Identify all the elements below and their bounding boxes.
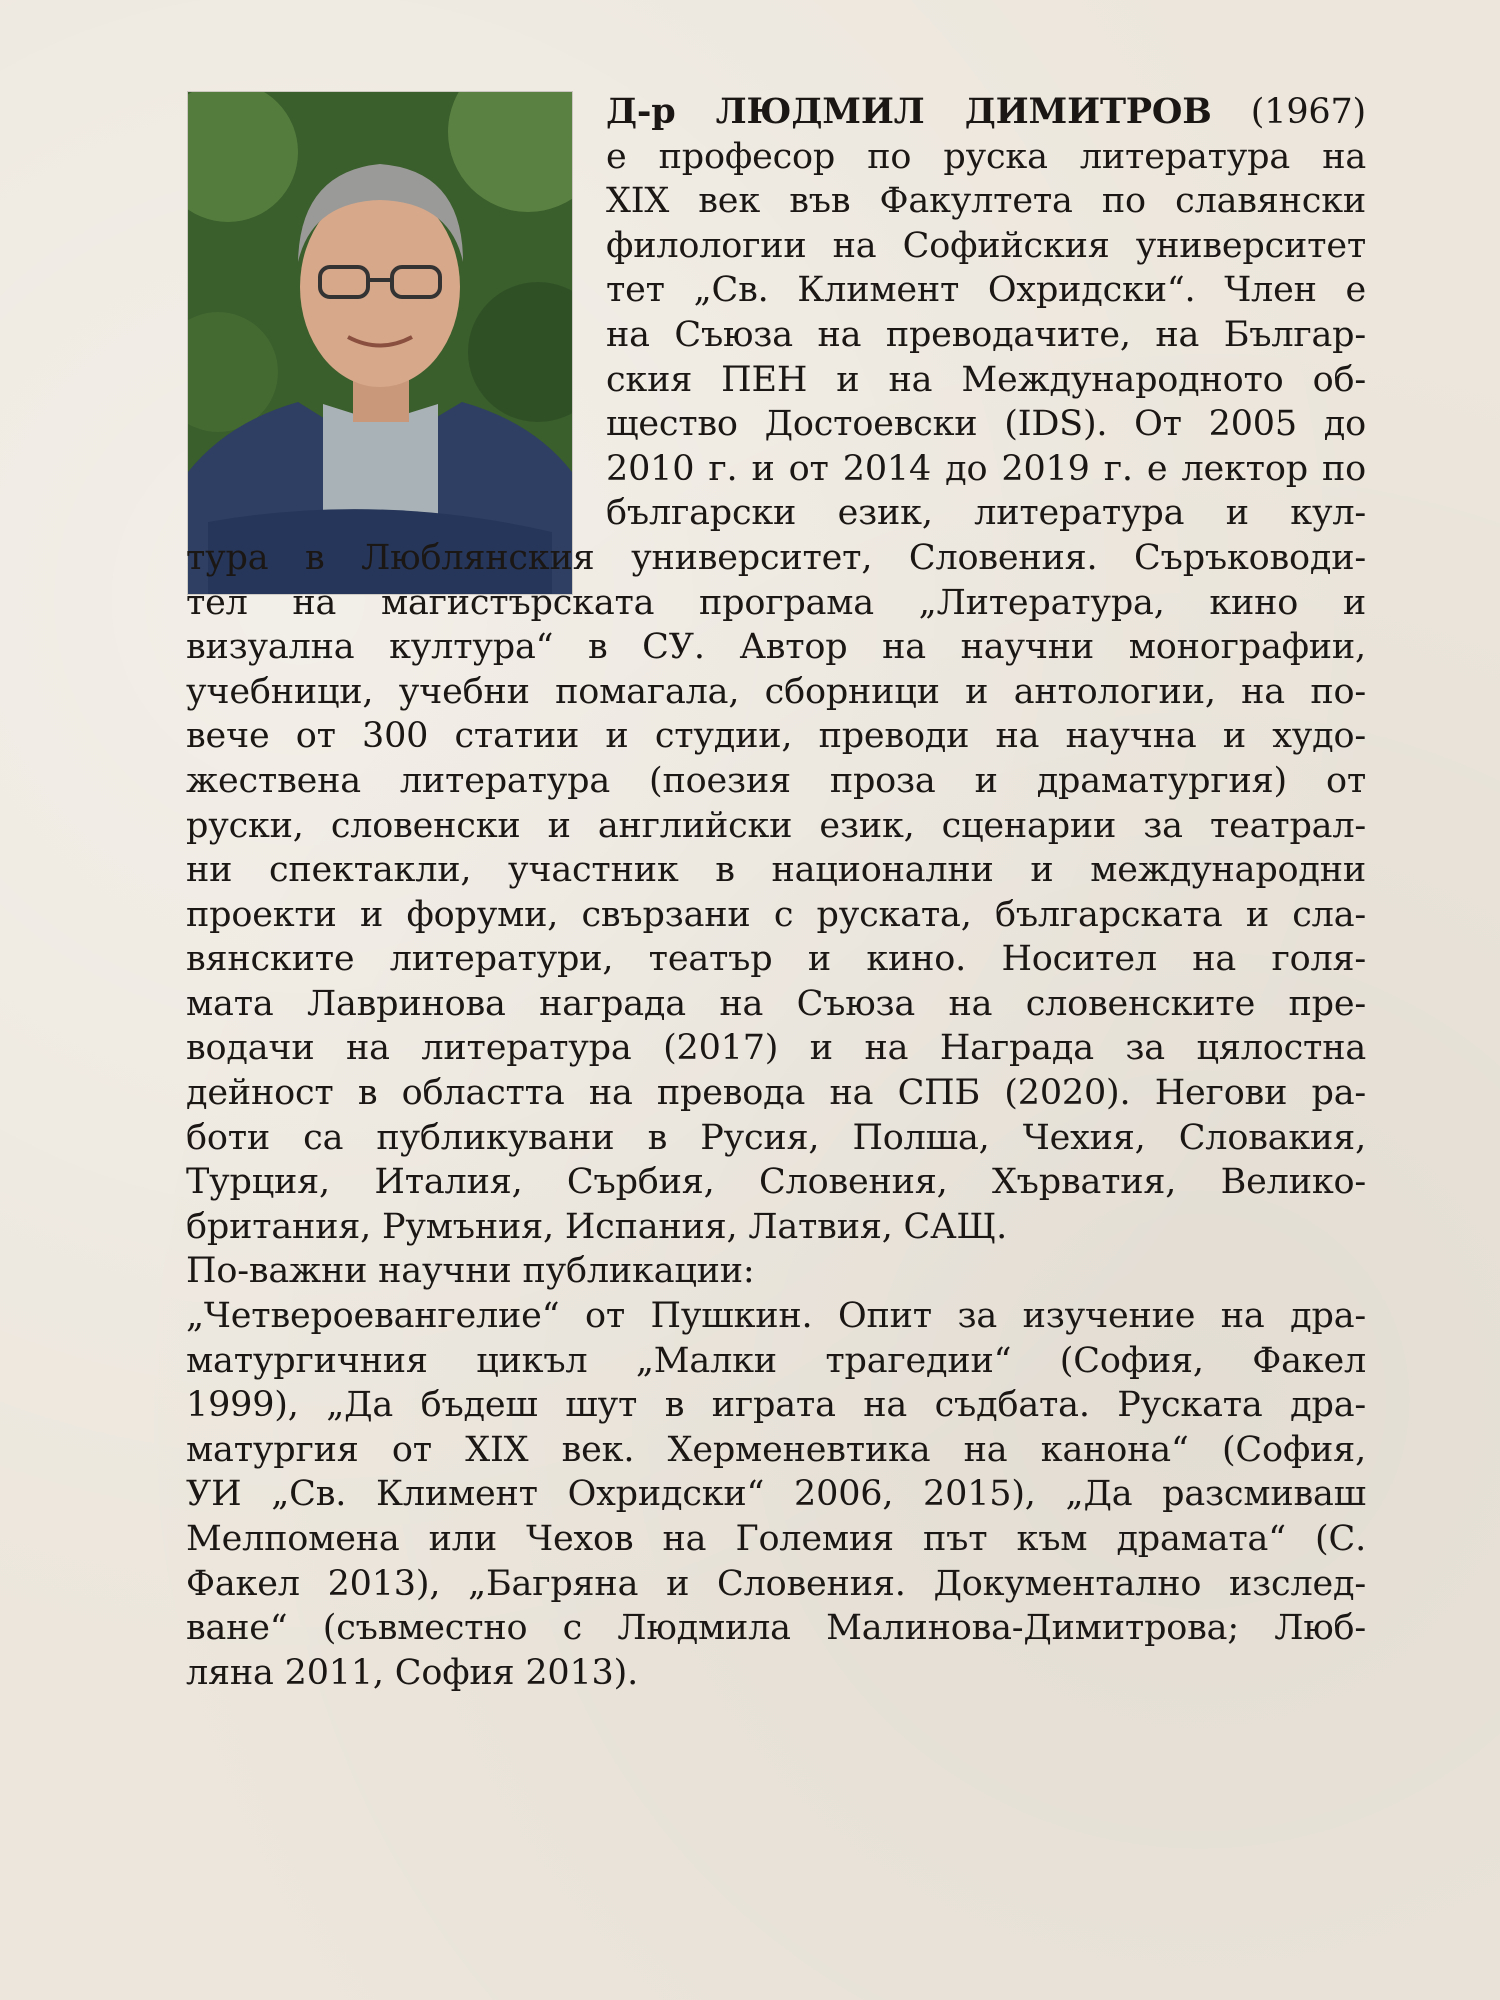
bio-line: проекти и форуми, свързани с руската, българската и сла- (186, 894, 1366, 935)
bio-line: 2010 г. и от 2014 до 2019 г. е лектор по (606, 448, 1366, 489)
author-year: (1967) (1250, 92, 1366, 132)
bio-line: водачи на литература (2017) и на Награда за цялостна (186, 1028, 1366, 1069)
bio-line: дейност в областта на превода на СПБ (2020). Негови ра- (186, 1073, 1366, 1114)
author-name: Д-р ЛЮДМИЛ ДИМИТРОВ (606, 91, 1212, 132)
author-heading (606, 90, 1366, 135)
bio-line: тел на магистърската програма „Литература, кино и (186, 582, 1366, 623)
bio-line: тет „Св. Климент Охридски“. Член е (606, 270, 1366, 311)
bio-line: мата Лавринова награда на Съюза на словенските пре- (186, 983, 1366, 1024)
publication-line: УИ „Св. Климент Охридски“ 2006, 2015), „Да разсмиваш (186, 1474, 1366, 1515)
bio-line: Турция, Италия, Сърбия, Словения, Хърватия, Велико- (186, 1162, 1366, 1203)
bio-line: тура в Люблянския университет, Словения. Съръководи- (186, 537, 1366, 578)
publication-line: „Четвероевангелие“ от Пушкин. Опит за изучение на дра- (186, 1296, 1366, 1337)
bio-line: ския ПЕН и на Международното об- (606, 359, 1366, 400)
publication-line: 1999), „Да бъдеш шут в играта на съдбата. Руската дра- (186, 1385, 1366, 1426)
bio-line: боти са публикувани в Русия, Полша, Чехия, Словакия, (186, 1117, 1366, 1158)
publication-line: матургия от XIX век. Херменевтика на канона“ (София, (186, 1429, 1366, 1470)
bio-line: щество Достоевски (IDS). От 2005 до (606, 404, 1366, 445)
bio-line: XIX век във Факултета по славянски (606, 181, 1366, 222)
bio-line: вече от 300 статии и студии, преводи на научна и худо- (186, 716, 1366, 757)
publication-line: ване“ (съвместно с Людмила Малинова-Димитрова; Люб- (186, 1608, 1366, 1649)
bio-line: български език, литература и кул- (606, 493, 1366, 534)
bio-line: филологии на Софийския университет (606, 225, 1366, 266)
publication-line: Факел 2013), „Багряна и Словения. Документално изслед- (186, 1563, 1366, 1604)
bio-line: ни спектакли, участник в национални и международни (186, 850, 1366, 891)
publication-line: ляна 2011, София 2013). (186, 1652, 638, 1693)
bio-line: е професор по руска литература на (606, 136, 1366, 177)
bio-line: на Съюза на преводачите, на Българ- (606, 314, 1366, 355)
publication-line: Мелпомена или Чехов на Големия път към драмата“ (С. (186, 1519, 1366, 1559)
bio-line: визуална култура“ в СУ. Автор на научни монографии, (186, 627, 1366, 668)
publications-heading: По-важни научни публикации: (186, 1251, 755, 1292)
bio-text-block (186, 90, 1366, 1695)
publication-line: матургичния цикъл „Малки трагедии“ (София, Факел (186, 1340, 1366, 1381)
bio-line: руски, словенски и английски език, сценарии за театрал- (186, 805, 1366, 846)
bio-line: жествена литература (поезия проза и драматургия) от (186, 760, 1366, 801)
bio-line: вянските литератури, театър и кино. Носител на голя- (186, 939, 1366, 980)
bio-line: британия, Румъния, Испания, Латвия, САЩ. (186, 1206, 1008, 1247)
bio-line: учебници, учебни помагала, сборници и антологии, на по- (186, 671, 1366, 712)
